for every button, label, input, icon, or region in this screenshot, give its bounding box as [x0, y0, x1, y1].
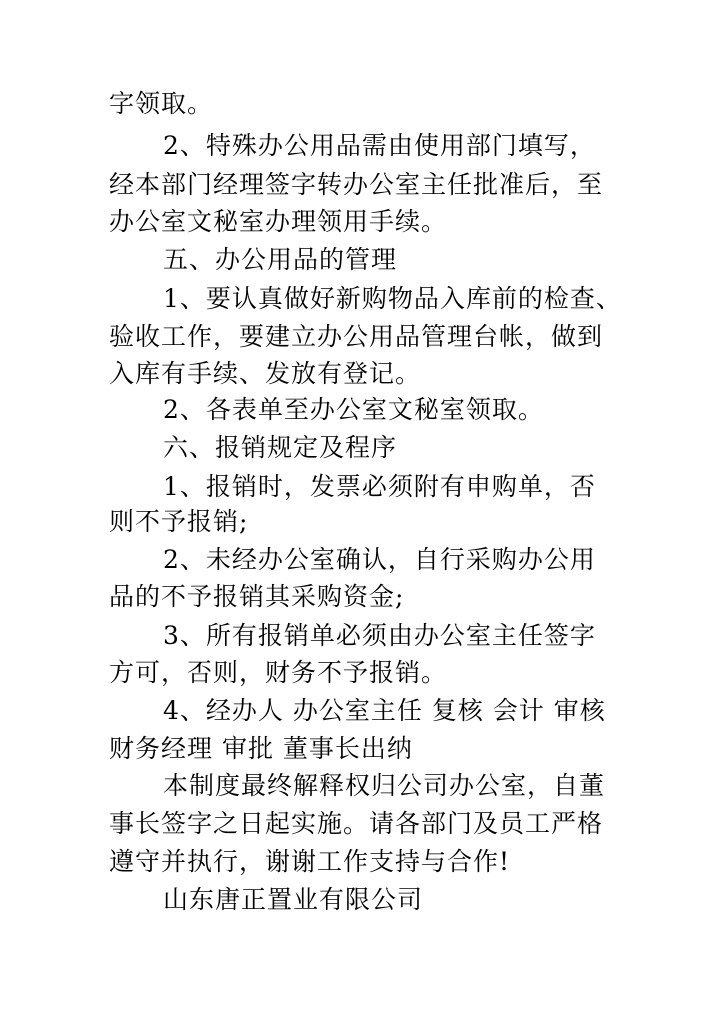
text-line-14: 品的不予报销其采购资金; [109, 582, 405, 611]
text-line-4: 办公室文秘室办理领用手续。 [109, 207, 448, 236]
text-line-2: 2、特殊办公用品需由使用部门填写， [163, 131, 596, 160]
text-line-8: 入库有手续、发放有登记。 [109, 359, 422, 388]
section-heading-5: 五、办公用品的管理 [163, 245, 398, 274]
text-line-1: 字领取。 [109, 89, 214, 118]
text-line-19: 本制度最终解释权归公司办公室，自董 [163, 771, 606, 800]
text-line-15: 3、所有报销单必须由办公室主任签字 [163, 621, 596, 650]
text-line-9: 2、各表单至办公室文秘室领取。 [163, 395, 544, 424]
text-line-7: 验收工作，要建立办公用品管理台帐，做到 [109, 322, 604, 351]
text-line-13: 2、未经办公室确认，自行采购办公用 [163, 545, 596, 574]
text-line-3: 经本部门经理签字转办公室主任批准后，至 [109, 170, 604, 199]
text-line-17: 4、经办人 办公室主任 复核 会计 审核 [163, 696, 606, 725]
text-line-6: 1、要认真做好新购物品入库前的检查、 [163, 284, 622, 313]
section-heading-6: 六、报销规定及程序 [163, 433, 398, 462]
text-line-20: 事长签字之日起实施。请各部门及员工严格 [109, 809, 604, 838]
text-line-18: 财务经理 审批 董事长出纳 [109, 734, 413, 763]
text-line-21: 遵守并执行，谢谢工作支持与合作! [109, 847, 511, 876]
text-line-12: 则不予报销; [109, 507, 249, 536]
text-line-11: 1、报销时，发票必须附有申购单，否 [163, 472, 596, 501]
text-line-16: 方可，否则，财务不予报销。 [109, 658, 448, 687]
company-signature-line: 山东唐正置业有限公司 [163, 885, 424, 914]
